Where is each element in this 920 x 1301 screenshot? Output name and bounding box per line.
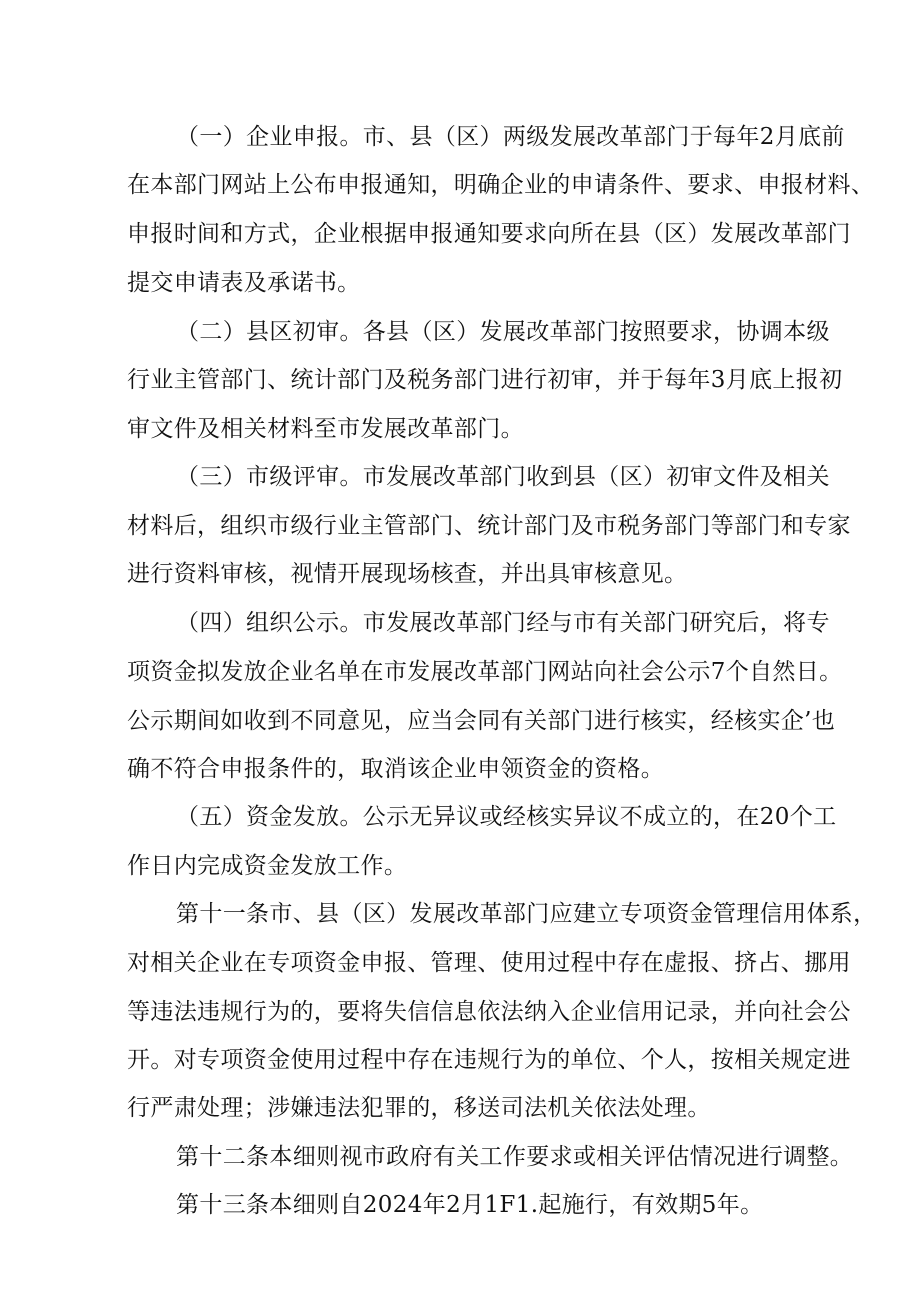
text-line: 审文件及相关材料至市发展改革部门。 bbox=[127, 416, 524, 442]
text-line: （四）组织公示。市发展改革部门经与市有关部门研究后，将专 bbox=[176, 610, 830, 636]
text-line: 第十二条本细则视市政府有关工作要求或相关评估情况进行调整。 bbox=[176, 1144, 854, 1170]
text-line: 第十一条市、县（区）发展改革部门应建立专项资金管理信用体系， bbox=[176, 901, 877, 927]
text-line: （一）企业申报。市、县（区）两级发展改革部门于每年2月底前 bbox=[176, 124, 845, 150]
text-line: 第十三条本细则自2024年2月1F1.起施行，有效期5年。 bbox=[176, 1192, 764, 1218]
text-line: 确不符合申报条件的，取消该企业申领资金的资格。 bbox=[127, 756, 665, 782]
text-line: 行严肃处理；涉嫌违法犯罪的，移送司法机关依法处理。 bbox=[127, 1095, 711, 1121]
text-line: （五）资金发放。公示无异议或经核实异议不成立的，在20个工 bbox=[176, 804, 837, 830]
text-line: 公示期间如收到不同意见，应当会同有关部门进行核实，经核实企’也 bbox=[127, 708, 836, 734]
text-line: 作日内完成资金发放工作。 bbox=[127, 853, 408, 879]
text-line: 项资金拟发放企业名单在市发展改革部门网站向社会公示7个自然日。 bbox=[127, 659, 843, 685]
text-line: （三）市级评审。市发展改革部门收到县（区）初审文件及相关 bbox=[176, 464, 830, 490]
text-line: 对相关企业在专项资金申报、管理、使用过程中存在虚报、挤占、挪用 bbox=[127, 950, 851, 976]
text-line: 提交申请表及承诺书。 bbox=[127, 270, 361, 296]
text-line: 开。对专项资金使用过程中存在违规行为的单位、个人，按相关规定进 bbox=[127, 1047, 851, 1073]
text-line: 等违法违规行为的，要将失信信息依法纳入企业信用记录，并向社会公 bbox=[127, 999, 851, 1025]
text-line: 进行资料审核，视情开展现场核查，并出具审核意见。 bbox=[127, 561, 688, 587]
text-line: （二）县区初审。各县（区）发展改革部门按照要求，协调本级 bbox=[176, 319, 830, 345]
text-line: 申报时间和方式，企业根据申报通知要求向所在县（区）发展改革部门 bbox=[127, 221, 851, 247]
text-line: 材料后，组织市级行业主管部门、统计部门及市税务部门等部门和专家 bbox=[127, 513, 851, 539]
text-line: 行业主管部门、统计部门及税务部门进行初审，并于每年3月底上报初 bbox=[127, 367, 843, 393]
text-line: 在本部门网站上公布申报通知，明确企业的申请条件、要求、申报材料、 bbox=[127, 172, 875, 198]
